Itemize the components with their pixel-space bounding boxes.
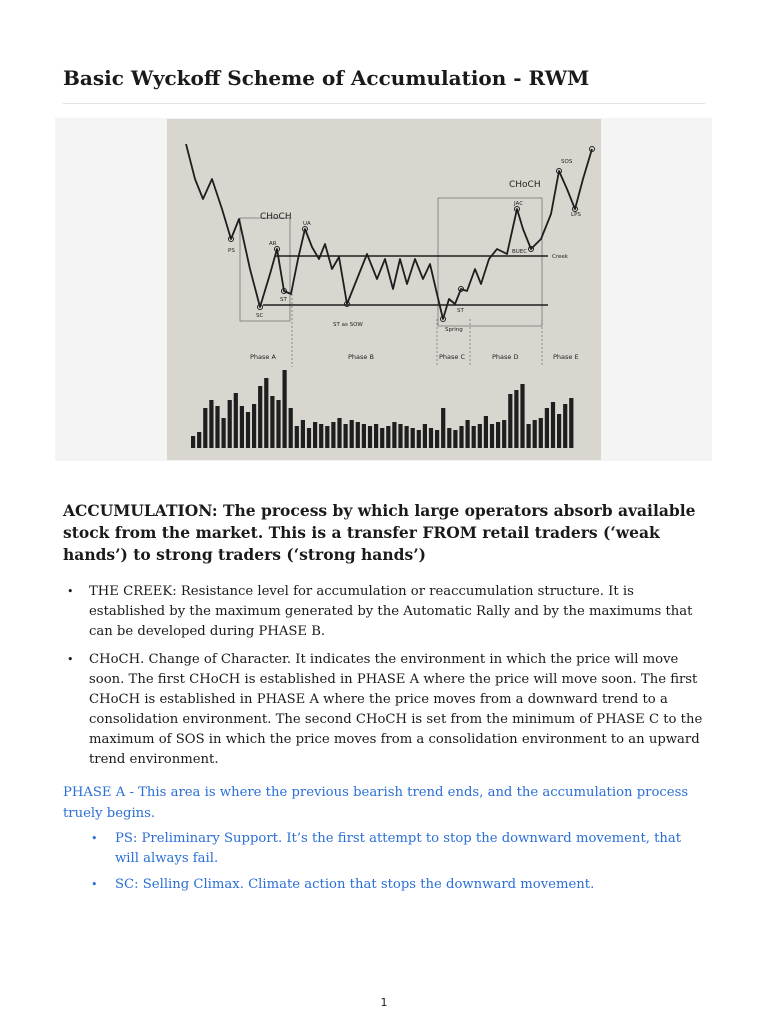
volume-bar [386,426,390,448]
volume-bar [246,412,250,448]
page-title: Basic Wyckoff Scheme of Accumulation - RWM [63,66,590,90]
volume-bar [228,400,232,448]
choch-right-label: CHoCH [509,180,541,190]
volume-bar [319,424,323,448]
volume-bar [197,432,201,448]
volume-bar [551,402,555,448]
list-item-creek: • THE CREEK: Resistance level for accumulation or reaccumulation structure. It is established by the maximum generated by the Automatic Rally and by the maximums that can be developed during PHASE B. [63,582,708,642]
volume-bar [234,393,238,448]
volume-bar [405,426,409,448]
volume-bar [392,422,396,448]
volume-bar [527,424,531,448]
phase-e-label: Phase E [553,353,579,361]
volume-bar [209,400,213,448]
volume-bar [466,420,470,448]
st-sow-label: ST as SOW [333,322,363,328]
creek-label: Creek [552,254,568,260]
volume-bar [533,420,537,448]
volume-bar [557,414,561,448]
st-label: ST [280,297,287,303]
volume-bar [252,404,256,448]
phase-a-label: Phase A [250,353,276,361]
phase-a-heading: PHASE A - This area is where the previous bearish trend ends, and the accumulation process truely begins. [63,785,689,821]
ar-label: AR [269,241,277,247]
volume-bar [215,406,219,448]
volume-bar [411,428,415,448]
volume-bar [307,428,311,448]
wyckoff-accumulation-figure [167,119,601,460]
volume-bar [490,424,494,448]
phase-b-label: Phase B [348,353,374,361]
volume-bar [356,422,360,448]
phase-c-label: Phase C [439,353,466,361]
volume-bar [276,400,280,448]
volume-bar [478,424,482,448]
definition-list [63,582,708,778]
volume-bar [423,424,427,448]
volume-bar [380,428,384,448]
volume-bar [520,384,524,448]
volume-bar [289,408,293,448]
volume-bar [417,430,421,448]
sc-label: SC [256,313,264,319]
accumulation-intro: ACCUMULATION: The process by which large operators absorb available stock from the market. This is a transfer FROM retail traders (‘weak hands’) to strong traders (‘strong hands’) [63,501,696,564]
volume-bar [222,418,226,448]
lps-label: LPS [571,212,581,218]
volume-bar [283,370,287,448]
volume-bar [441,408,445,448]
volume-bar [295,426,299,448]
volume-bar [325,426,329,448]
choch-left-label: CHoCH [260,212,292,222]
volume-bar [398,424,402,448]
spring-label: Spring [445,327,463,333]
volume-bar [191,436,195,448]
sos-label: SOS [561,159,573,165]
ps-label: PS [228,248,235,254]
volume-bar [459,426,463,448]
figure-paper [167,119,601,460]
volume-bar [484,416,488,448]
volume-bar [496,422,500,448]
volume-bar [344,424,348,448]
volume-bar [331,422,335,448]
volume-bar [447,428,451,448]
volume-bar [502,420,506,448]
volume-bar [350,420,354,448]
volume-bar [337,418,341,448]
phase-a-list [89,829,704,901]
volume-bar [539,418,543,448]
phase-d-label: Phase D [492,353,519,361]
volume-bar [569,398,573,448]
ua-label: UA [303,221,311,227]
page-number: 1 [380,996,388,1009]
volume-bar [374,424,378,448]
volume-bar [240,406,244,448]
volume-bar [264,378,268,448]
volume-bar [362,424,366,448]
volume-bar [301,420,305,448]
volume-bar [429,428,433,448]
volume-bar [563,404,567,448]
volume-bar [514,390,518,448]
volume-bar [545,408,549,448]
volume-bar [368,426,372,448]
volume-bar [472,426,476,448]
volume-bar [313,422,317,448]
volume-bar [453,430,457,448]
buec-label: BUEC [512,249,528,255]
jac-label: JAC [514,201,524,207]
list-item-sc: • SC: Selling Climax. Climate action that stops the downward movement. [89,875,704,895]
list-item-choch: • CHoCH. Change of Character. It indicates the environment in which the price will move soon. The first CHoCH is established in PHASE A where the price will move soon. The first CHoCH is established in PHASE A where the price moves from a downward trend to a consolidation environment. The second CHoCH is set from the minimum of PHASE C to the maximum of SOS in which the price moves from a consolidation environment to an upward trend environment. [63,650,708,770]
list-item-ps: • PS: Preliminary Support. It’s the first attempt to stop the downward movement, that will always fail. [89,829,704,869]
volume-bar [203,408,207,448]
volume-bar [258,386,262,448]
volume-bar [508,394,512,448]
volume-bar [270,396,274,448]
title-divider [63,103,705,104]
volume-bar [435,430,439,448]
st-c-label: ST [457,308,464,314]
